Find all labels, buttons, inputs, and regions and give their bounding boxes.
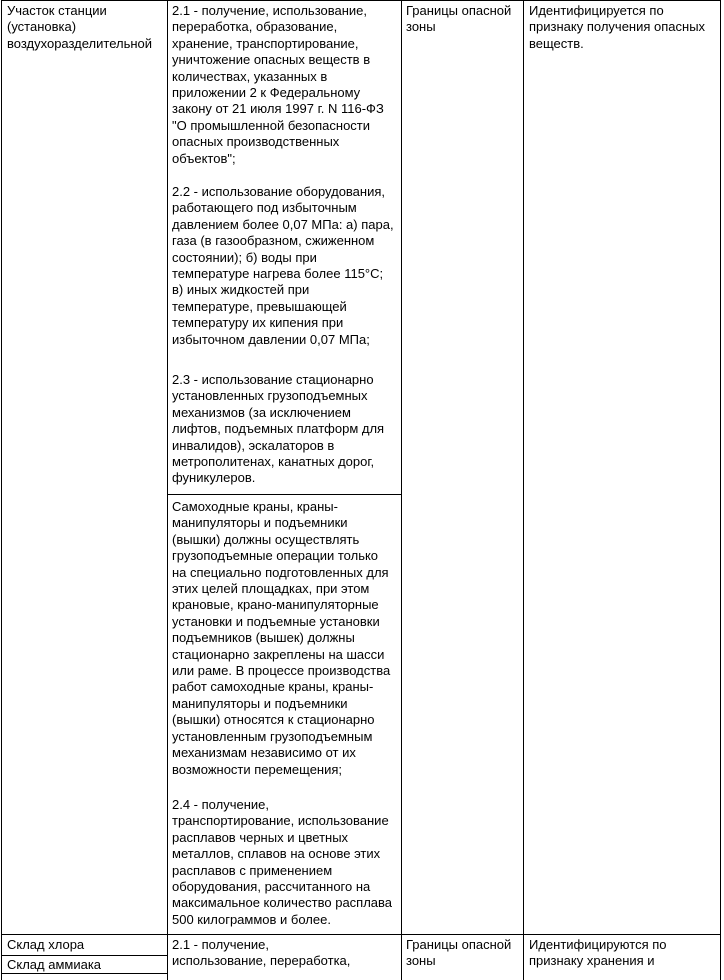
criterion-cell-row2: 2.1 - получение, использование, переработка,: [172, 937, 351, 969]
criterion-paragraph-2-2: 2.2 - использование оборудования, работающего под избыточным давлением более 0,07 МПа: а) пара, газа (в газообразном, сжиженном состоянии); б) воды при температуре нагрева более 115°С; в) иных жидкостей при температуре, превышающей температуру их кипения при избыточном давлении 0,07 МПа;: [172, 184, 394, 347]
column-divider-3: [523, 0, 524, 980]
criterion-paragraph-2-4: 2.4 - получение, транспортирование, использование расплавов черных и цветных металлов, сплавов на основе этих расплавов с применением оборудования, рассчитанного на максимальное количество расплава 500 килограммов и более.: [172, 797, 393, 927]
criterion-paragraph-2-3: 2.3 - использование стационарно установленных грузоподъемных механизмов (за исключением лифтов, подъемных платформ для инвалидов), эскалаторов в метрополитенах, канатных дорог, фуникулеров.: [172, 372, 385, 486]
hazard-zone-cell: Границы опасной зоны: [406, 3, 512, 35]
identification-cell-row2: Идентифицируются по признаку хранения и: [529, 937, 667, 969]
criterion-paragraph-2-1: 2.1 - получение, использование, переработка, образование, хранение, транспортирование, уничтожение опасных веществ в количествах, указанных в приложении 2 к Федеральному закону от 21 июля 1997 г. N 116-ФЗ "О промышленной безопасности опасных производственных объектов";: [172, 3, 384, 166]
row-divider: [1, 934, 721, 935]
ammonia-warehouse-cell: Склад аммиака: [7, 957, 102, 972]
criterion-note-cranes: Самоходные краны, краны- манипуляторы и подъемники (вышки) должны осуществлять грузоподъемные операции только на специально подготовленных для этих целей площадках, при этом крановые, крано-манипуляторные установки и подъемные установки подъемников (вышек) должны стационарно закреплены на шасси или раме. В процессе производства работ самоходные краны, краны- манипуляторы и подъемники (вышки) относятся к стационарно установленным грузоподъемным механизмам независимо от их возможности перемещения;: [172, 499, 391, 777]
identification-cell: Идентифицируется по признаку получения опасных веществ.: [529, 3, 706, 51]
row-top-border: [1, 0, 721, 1]
table-border-left: [1, 0, 2, 980]
chlorine-warehouse-cell: Склад хлора: [7, 937, 85, 952]
subrow-divider: [1, 955, 168, 956]
column-divider-1: [167, 0, 168, 980]
hazard-zone-cell-row2: Границы опасной зоны: [406, 937, 512, 969]
table-border-right: [720, 0, 721, 980]
facility-name-cell: Участок станции (установка) воздухоразделительной: [7, 3, 153, 51]
paragraph-separator: [167, 494, 402, 495]
column-divider-2: [401, 0, 402, 980]
